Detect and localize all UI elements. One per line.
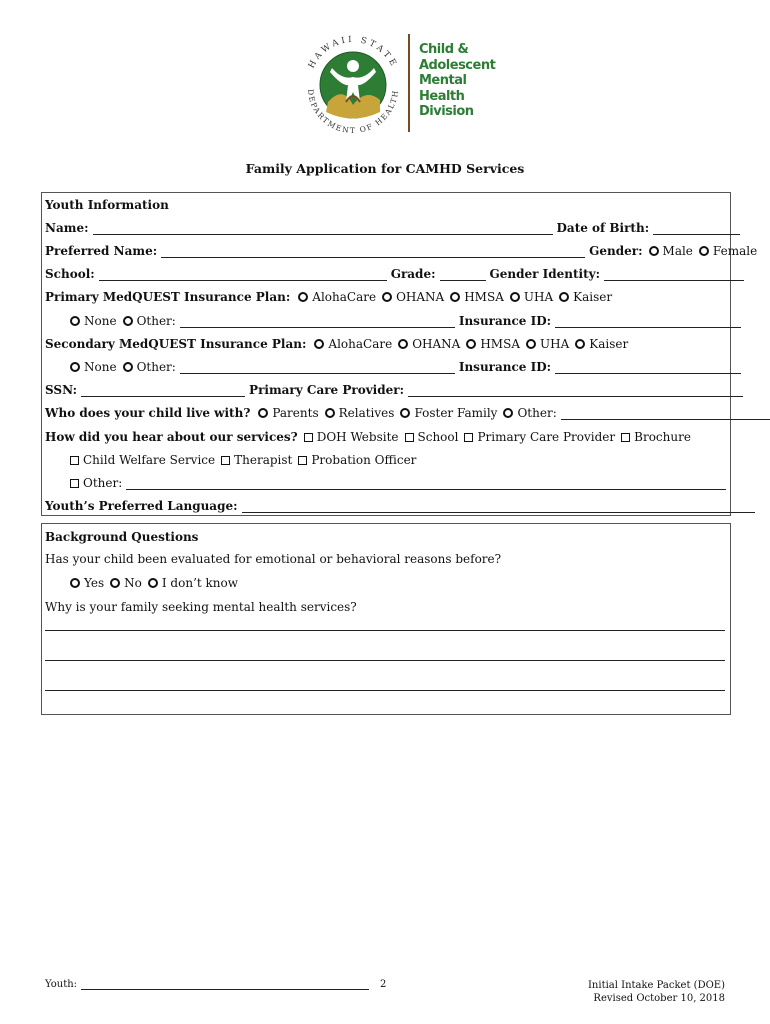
dob-field[interactable]: [653, 222, 740, 235]
plan-none-option[interactable]: [70, 314, 117, 328]
language-field[interactable]: [242, 500, 755, 513]
option-label: Probation Officer: [311, 453, 417, 467]
secondary-plan-other-row: [70, 356, 741, 374]
division-line: Child &: [419, 42, 469, 57]
ssn-label: SSN:: [45, 383, 78, 397]
lives-with-option[interactable]: [258, 406, 318, 420]
question-text: Why is your family seeking mental health services?: [45, 600, 357, 614]
radio-icon: [510, 292, 520, 302]
radio-icon: [559, 292, 569, 302]
option-label: UHA: [539, 337, 570, 351]
plan-option[interactable]: [510, 290, 553, 304]
radio-icon: [123, 316, 133, 326]
name-field[interactable]: [93, 222, 553, 235]
heard-option[interactable]: [405, 430, 459, 444]
option-label: Other:: [517, 406, 557, 420]
footer-youth: [45, 979, 373, 990]
lives-with-label: Who does your child live with?: [45, 406, 251, 420]
grade-label: Grade:: [390, 267, 436, 281]
option-label: HMSA: [464, 290, 504, 304]
page-number: 2: [380, 979, 387, 990]
option-label: Other:: [83, 476, 123, 490]
option-label: Kaiser: [573, 290, 613, 304]
footer-youth-label: Youth:: [45, 979, 78, 990]
checkbox-icon: [70, 479, 79, 488]
lives-with-option[interactable]: [503, 406, 556, 420]
q1-option[interactable]: [148, 576, 238, 590]
checkbox-icon: [70, 456, 79, 465]
heard-row: [45, 426, 697, 444]
division-line: Division: [419, 104, 474, 119]
heard-other-row: [70, 472, 726, 490]
radio-icon: [148, 578, 158, 588]
plan-none-option[interactable]: [70, 360, 117, 374]
heard-option[interactable]: [621, 430, 691, 444]
lives-with-option[interactable]: [400, 406, 497, 420]
option-label: DOH Website: [316, 430, 399, 444]
checkbox-icon: [464, 433, 473, 442]
youth-heading-row: [45, 194, 169, 212]
plan-other-field[interactable]: [180, 361, 455, 374]
name-label: Name:: [45, 221, 89, 235]
school-row: [45, 263, 744, 281]
gender-identity-field[interactable]: [604, 268, 744, 281]
grade-field[interactable]: [440, 268, 486, 281]
radio-icon: [70, 362, 80, 372]
plan-option[interactable]: [314, 337, 392, 351]
division-line: Mental: [419, 73, 467, 88]
heard-option[interactable]: [304, 430, 399, 444]
gender-label: Gender:: [589, 244, 643, 258]
option-label: UHA: [523, 290, 554, 304]
pcp-field[interactable]: [408, 384, 743, 397]
lives-with-row: [45, 402, 770, 420]
school-label: School:: [45, 267, 95, 281]
insurance-id-label: Insurance ID:: [458, 314, 552, 328]
heard-option[interactable]: [298, 453, 416, 467]
option-label: Primary Care Provider: [477, 430, 616, 444]
option-label: OHANA: [412, 337, 461, 351]
logo-divider: [408, 34, 410, 132]
hawaii-doh-seal: [298, 30, 408, 140]
gender-option[interactable]: [649, 244, 693, 258]
section-heading: Youth Information: [45, 198, 169, 212]
dob-label: Date of Birth:: [556, 221, 650, 235]
primary-plan-label: Primary MedQUEST Insurance Plan:: [45, 290, 291, 304]
checkbox-icon: [621, 433, 630, 442]
radio-icon: [466, 339, 476, 349]
ssn-row: [45, 379, 743, 397]
option-label: Parents: [272, 406, 319, 420]
seal-top-text: HAWAII STATE: [306, 34, 400, 71]
insurance-id-field[interactable]: [555, 315, 741, 328]
checkbox-icon: [298, 456, 307, 465]
plan-option[interactable]: [575, 337, 628, 351]
division-line: Adolescent: [419, 57, 496, 73]
radio-icon: [575, 339, 585, 349]
option-label: I don’t know: [161, 576, 239, 590]
option-label: No: [124, 576, 142, 590]
plan-other-option[interactable]: [123, 314, 176, 328]
option-label: Therapist: [234, 453, 293, 467]
radio-icon: [400, 408, 410, 418]
secondary-plan-row: [45, 333, 634, 351]
radio-icon: [649, 246, 659, 256]
gender-option[interactable]: [699, 244, 757, 258]
camhd-logo: [298, 30, 496, 140]
option-label: Kaiser: [589, 337, 629, 351]
heard-other-field[interactable]: [126, 477, 726, 490]
preferred-name-label: Preferred Name:: [45, 244, 158, 258]
option-label: Male: [662, 244, 693, 258]
heard-option[interactable]: [464, 430, 615, 444]
option-label: Child Welfare Service: [83, 453, 216, 467]
option-label: Female: [712, 244, 758, 258]
primary-plan-row: [45, 286, 618, 304]
page-title: Family Application for CAMHD Services: [245, 161, 525, 176]
footer-youth-field[interactable]: [81, 980, 369, 990]
radio-icon: [258, 408, 268, 418]
option-label: Relatives: [338, 406, 395, 420]
q1-option[interactable]: [70, 576, 104, 590]
division-name: [419, 42, 495, 120]
primary-plan-other-row: [70, 310, 741, 328]
q1-option[interactable]: [110, 576, 142, 590]
plan-option[interactable]: [398, 337, 460, 351]
answer-line[interactable]: [45, 690, 725, 691]
answer-line[interactable]: [45, 630, 725, 631]
radio-icon: [526, 339, 536, 349]
option-label: AlohaCare: [328, 337, 393, 351]
plan-other-field[interactable]: [180, 315, 455, 328]
school-field[interactable]: [99, 268, 387, 281]
packet-name: Initial Intake Packet (DOE): [587, 980, 725, 991]
ssn-field[interactable]: [81, 384, 245, 397]
radio-icon: [398, 339, 408, 349]
background-heading-row: [45, 526, 198, 544]
plan-option[interactable]: [559, 290, 612, 304]
lives-with-option[interactable]: [325, 406, 395, 420]
plan-option[interactable]: [298, 290, 376, 304]
plan-option[interactable]: [526, 337, 569, 351]
preferred-name-row: [45, 240, 757, 258]
radio-icon: [110, 578, 120, 588]
option-label: AlohaCare: [312, 290, 377, 304]
gender-identity-label: Gender Identity:: [489, 267, 601, 281]
option-label: OHANA: [396, 290, 445, 304]
preferred-name-field[interactable]: [161, 245, 585, 258]
option-label: Foster Family: [414, 406, 498, 420]
q1-options-row: [70, 572, 244, 590]
lives-with-other-field[interactable]: [561, 407, 770, 420]
option-label: Other:: [136, 314, 176, 328]
radio-icon: [450, 292, 460, 302]
heard-option[interactable]: [70, 453, 215, 467]
radio-icon: [123, 362, 133, 372]
language-label: Youth’s Preferred Language:: [45, 499, 238, 513]
name-row: [45, 217, 740, 235]
radio-icon: [325, 408, 335, 418]
q2-row: [45, 596, 357, 614]
radio-icon: [699, 246, 709, 256]
heard-row-2: [70, 449, 422, 467]
q1-row: [45, 548, 501, 566]
section-heading: Background Questions: [45, 530, 199, 544]
plan-option[interactable]: [450, 290, 504, 304]
pcp-label: Primary Care Provider:: [249, 383, 405, 397]
revised-date: Revised October 10, 2018: [593, 993, 725, 1004]
plan-option[interactable]: [382, 290, 444, 304]
seal-bottom-text: DEPARTMENT OF HEALTH: [305, 88, 401, 136]
question-text: Has your child been evaluated for emotional or behavioral reasons before?: [45, 552, 502, 566]
option-label: Yes: [84, 576, 105, 590]
footer-info: [588, 979, 725, 1005]
radio-icon: [382, 292, 392, 302]
heard-other-option[interactable]: [70, 476, 122, 490]
language-row: [45, 495, 755, 513]
radio-icon: [503, 408, 513, 418]
plan-other-option[interactable]: [123, 360, 176, 374]
radio-icon: [314, 339, 324, 349]
option-label: None: [84, 360, 117, 374]
plan-option[interactable]: [466, 337, 520, 351]
option-label: Other:: [136, 360, 176, 374]
answer-line[interactable]: [45, 660, 725, 661]
radio-icon: [298, 292, 308, 302]
heard-option[interactable]: [221, 453, 292, 467]
radio-icon: [70, 316, 80, 326]
insurance-id-field[interactable]: [555, 361, 741, 374]
checkbox-icon: [221, 456, 230, 465]
division-line: Health: [419, 88, 465, 104]
secondary-plan-label: Secondary MedQUEST Insurance Plan:: [45, 337, 307, 351]
heard-label: How did you hear about our services?: [45, 430, 298, 444]
radio-icon: [70, 578, 80, 588]
option-label: Brochure: [634, 430, 691, 444]
option-label: None: [84, 314, 117, 328]
checkbox-icon: [405, 433, 414, 442]
checkbox-icon: [304, 433, 313, 442]
option-label: HMSA: [480, 337, 520, 351]
option-label: School: [417, 430, 459, 444]
insurance-id-label: Insurance ID:: [458, 360, 552, 374]
